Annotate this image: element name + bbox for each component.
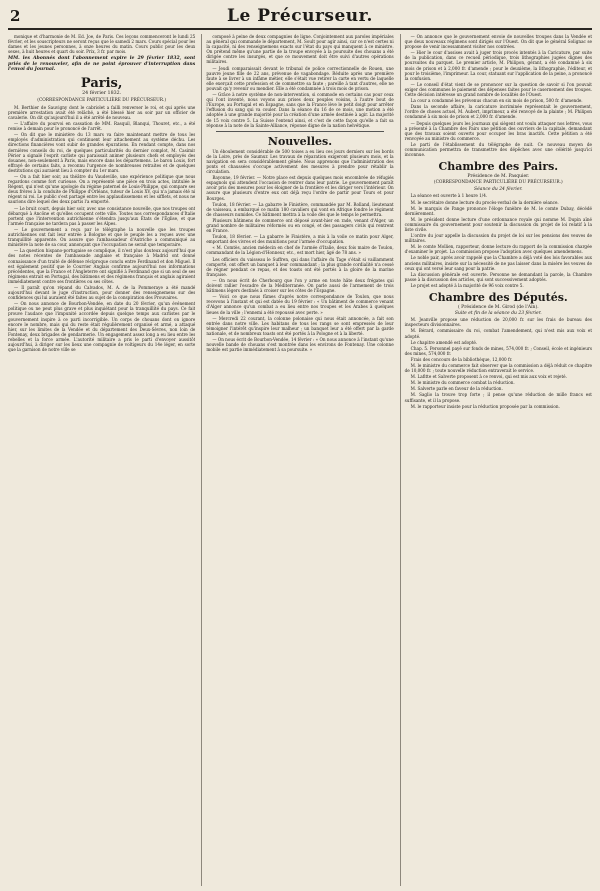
page-number: 2 <box>10 7 21 25</box>
article-paragraph: La discussion générale est ouverte. Personne ne demandant la parole, la Chambre passe à la discussion des articles, qui sont successivement adoptés. <box>404 271 592 282</box>
article-paragraph: M. Bérard, commissaire du roi, combat l'amendement, qui n'est mis aux voix et adopté. <box>404 328 592 339</box>
article-paragraph: « M. Comtès, ancien médecin en chef de l'armée d'Italie, deux fois maire de Toulon, commandant de la Légion-d'Honneur, etc., est mort hier, âgé de 78 ans. » <box>206 245 394 256</box>
article-paragraph: — On nous annonce de Bourbon-Vendée, en date du 20 février, qu'un événement politique ou ne peut plus grave et plus inquiétant pour la tranquillité du pays. Ce fait prouve l'audace que l'impunité accordée depuis quelque temps aux carlistes par le gouvernement inspire à ce parti incorrigible. Un corps de chouans dont on ignore encore le nombre, mais qui du reste était régulièrement organisé et armé, a attaqué hier, sur les limites de la Vendée et du département des Deux-Sèvres, non loin de Fontenay, deux brigades de gendarmerie. Un engagement assez long a eu lieu entre les rebelles et la force armée. L'autorité militaire a pris le parti d'envoyer aussitôt aujourd'hui, à diriger sur les lieux une compagnie de voltigeurs du 14e léger, en sorte que la garnison de notre ville se <box>8 301 196 353</box>
subscription-notice: MM. les Abonnés dont l'abonnement expire le 29 février 1832, sont priés de le renouveler, afin de ne point éprouver d'interruption dans l'envoi du Journal. <box>8 56 196 73</box>
correspondence-label: (CORRESPONDANCE PARTICULIÈRE DU PRÉCURSEUR.) <box>37 97 167 103</box>
article-paragraph: M. le rapporteur insiste pour la réduction proposée par la commission. <box>410 403 560 409</box>
article-paragraph: Chap. 5. Personnel payé sur fonds de mines, 574,000 fr. ; Conseil, école et ingénieurs des mines, 574,000 fr. <box>404 345 592 356</box>
dateline-city: Paris, <box>80 75 123 91</box>
article-paragraph: La cour a condamné les prévenus chacun en six mois de prison, 500 fr. d'amende. <box>410 98 583 104</box>
deputes-proceedings <box>405 317 592 409</box>
column-3 <box>400 34 592 886</box>
article-paragraph: — Le conseil d'état vient de se prononcer sur la question de savoir si l'on pouvait exiger des communes le paiement des dépenses faites pour le casernement des troupes. Cette décision intéresse un grand nombre de localités de l'Ouest. <box>404 81 592 98</box>
deputes-seance: Suite et fin de la séance du 23 février. <box>454 311 542 317</box>
article-paragraph: — L'affaire du pourvoi en cassation de MM. Rasquil, Blanqui, Thouret, etc., a été remise à demain pour le prononcé de l'arrêt. <box>8 121 196 132</box>
pairs-correspondence: (CORRESPONDANCE PARTICULIÈRE DU PRÉCURSEUR.) <box>433 180 563 186</box>
section-title-pairs: Chambre des Pairs. <box>438 160 559 174</box>
article-paragraph: M. Lafitte et Salverte proposent à ce renvoi, qui est mis aux voix et rejeté. <box>410 374 567 380</box>
article-paragraph: — On a fait hier soir, au théâtre du Vaudeville, une expérience politique que nous regardons comme fort curieuse. On a représenté une pièce en trois actes, intitulée le Régent, qui n'est qu'une apologie du régime paternel de Louis-Philippe, qui compare ses deux frères à la conduite de Philippe d'Orléans, tuteur de Louis XV, qui n'a jamais été ni régent ni roi. Le public s'est partagé entre les applaudissemens et les sifflets, et nous ne saurions dire lequel des deux partis l'a emporté. <box>8 174 196 205</box>
article-paragraph: M. le ministre du commerce combat la réduction. <box>410 380 515 386</box>
article-paragraph: Un éboulement considérable de 500 toises a eu lieu ces jours derniers sur les bords de la Loire, près de Saumur. Les travaux de réparation exigeront plusieurs mois, et la navigation en sera considérablement gênée. Nous apprenons que l'administration des ponts et chaussées s'occupe activement des mesures à prendre pour rétablir la circulation. <box>206 148 394 175</box>
article-paragraph: — Le bruit court, depuis hier soir, avec une consistance nouvelle, que nos troupes ont débarqué à Ancône et qu'elles occupent cette ville. Toutes nos correspondances d'Italie portent que l'intervention autrichienne s'étendra jusqu'aux États de l'Église, et que l'armée française ne tardera pas à passer les Alpes. <box>8 205 196 226</box>
article-paragraph: composé à peine de deux compagnies de ligne. Conjointement aux paroles impériales au général qui commande le département, M. Soult pour agir ainsi, car ce n'est certes ni la capacité, ni des renseignemens exacts sur l'état du pays qui manquent à ce ministre. On prétend même qu'une partie de la troupe envoyée à la poursuite des chouans a été dirigée contre les insurgés, et que ce mouvement doit être suivi d'autres opérations militaires. <box>206 34 394 65</box>
article-paragraph: La séance est ouverte à 1 heure 1/4. <box>410 193 488 199</box>
article-paragraph: Les officiers du vaisseau le Suffren, qui dans l'affaire du Tage s'était si vaillamment comporté, ont offert un banquet à leur commandant ; la plus grande cordialité n'a cessé de régner pendant ce repas, et des toasts ont été portés à la gloire de la marine française. <box>206 256 394 277</box>
masthead <box>8 6 592 30</box>
article-paragraph: — Voici ce que nous fûmes d'après notre correspondance de Toulon, que nous recevons à l'instant et qui est datée du 19 février : « Un bâtiment de commerce venant d'Alger annonce qu'un combat a eu lieu entre nos troupes et les Arabes à quelques lieues de la ville ; l'ennemi a été repoussé avec perte. » <box>206 294 394 315</box>
article-paragraph: — Jeudi comparaissait devant le tribunal de police correctionnelle de Rouen, une pauvre jeune fille de 22 ans, prévenue de vagabondage. Réduite après une première faute à se livrer à un infâme métier, elle s'était vue retirer la carte en vertu de laquelle elle exerçait cette profession et de commettre sa faute ; pareille à tant d'autres, elle ne pouvait qu'y revenir ou mendier. Elle a été condamnée à trois mois de prison. <box>206 65 394 91</box>
article-paragraph: M. Salverte parle en faveur de la réduction. <box>410 386 503 392</box>
article-paragraph: — On nous écrit de Bourbon-Vendée, 14 février : « On nous annonce à l'instant qu'une nouvelle bande de chouans s'est montrée dans les environs de Fontenay. Une colonne mobile est partie immédiatement à sa poursuite. » <box>206 336 394 353</box>
article-paragraph: Le projet est adopté à la majorité de 96 voix contre 5. <box>410 282 524 288</box>
section-title-nouvelles: Nouvelles. <box>267 134 333 148</box>
article-paragraph: — Hier le cour d'assises avait à juger trois procès intentés à la Caricature, par suite de la publication, dans ce recueil périodique, trois lithographies jugées dignes des poursuites du parquet. Le premier article, M. Philipon, gérant, a été condamné à six mois de prison et à 2,000 fr. d'amende ; pour le deuxième, la lithographie, l'éditeur, et pour le troisième, l'imprimeur. La cour, statuant sur l'application de la peine, a prononcé la confusion. <box>404 50 592 81</box>
article-paragraph: M. le ministre du commerce fait observer que la commission a déjà réduit ce chapitre de 10,000 fr. ; toute nouvelle réduction entraverait le service. <box>404 362 592 374</box>
article-columns <box>8 34 592 886</box>
pairs-seance: Séance du 24 février. <box>474 187 523 193</box>
column-2-body <box>206 34 393 128</box>
article-paragraph: — On dit que le ministère du 13 mars va faire maintenant mettre de tous les employés d'administration qui continuent leur attachement au système déchu. Les directions financières vont subir de grandes épurations. En rendant compte, dans nos dernières conseils du roi, de quelques particularités du dernier complot, M. Casimir Périer a signalé l'esprit carliste qui paraissait animer plusieurs chefs et employés des douanes, non-seulement à Paris, mais encore dans les départemens. Le baron Louis, fort effrayé de certains faits, a reconnu l'urgence de nombreuses retraites et de quelques destitutions qui auraient lieu à compter du 1er mars. <box>8 132 196 173</box>
article-paragraph: M. le marquis de Pange prononce l'éloge funèbre de M. le comte Dubay, décédé dernièrement. <box>404 205 592 216</box>
column-2 <box>201 34 393 886</box>
article-paragraph: — Depuis quelques jours les journaux qui siègent ont voulu attaquer nos lettres, vous a présenté à la Chambre des Pairs une pétition des ouvriers de la capitale, demandant que des travaux soient ouverts pour occuper les bras inactifs. Cette pétition a été renvoyée au ministre du commerce. <box>404 120 592 141</box>
section-divider <box>216 131 383 132</box>
pairs-presidence: Présidence de M. Pasquier. <box>467 174 530 180</box>
section-title-deputes: Chambre des Députés. <box>428 291 568 305</box>
article-paragraph: Plusieurs bâtimens de commerce ont déposé avant-hier en rade, venant d'Alger, un grand nombre de militaires réformés ou en congé, et des passagers civils qui rentrent en France. <box>206 217 394 234</box>
article-paragraph: — La question hispano-portugaise se complique, il n'est plus douteux aujourd'hui que des notes récentes de l'ambassade anglaise et française à Madrid ont donné connaissance d'un traité de défense réciproque conclu entre Ferdinand et don Miguel. Il est également positif que le Courrier Anglais confirme aujourd'hui nos informations précédentes, que la France et l'Angleterre ont signifié à Ferdinand que si un seul de ses régimens entrait en Portugal, des bâtimens et des régimens français et anglais agiraient immédiatement contre ses frontières ou ses côtes. <box>8 248 196 284</box>
article-paragraph: — Grâce à notre système de non-intervention, si commode en certains cas pour ceux qui l'ont inventé, nous voyons aux prises deux peuples voisins, à l'autre bout de l'Europe, au Portugal et en Espagne, sans que la France lève le petit doigt pour arrêter l'effusion du sang qui va couler. Dans la séance du 16 de ce mois, une motion a été adoptée à une grande majorité pour la création d'une armée destinée à agir. La majorité de 15 voix contre 5. La Suisse l'entend ainsi, et c'est de cette façon qu'elle a fait sa réponse à la note de la Sainte-Alliance, réponse digne de la nation helvétique. <box>206 92 394 128</box>
article-paragraph: M. Saglio la trouve trop forte ; il pense qu'une réduction de mille francs est suffisante, et il la propose. <box>404 392 592 403</box>
article-paragraph: — Mercredi 22 courant, la colonne polonaise qui nous était annoncée, a fait son entrée dans notre ville. Les habitans de tous les rangs se sont empressés de leur témoigner l'intérêt qu'inspire leur malheur ; un banquet leur a été offert par la garde nationale, et de nombreux toasts ont été portés à la Pologne et à la liberté. <box>206 315 394 336</box>
article-paragraph: M. le secrétaire donne lecture du procès-verbal de la dernière séance. <box>410 199 559 205</box>
article-paragraph: M. le comte Mollien, rapporteur, donne lecture du rapport de la commission chargée d'examiner le projet. La commission propose l'adoption avec quelques amendemens. <box>404 244 592 255</box>
column-1 <box>8 34 195 886</box>
article-paragraph: Le parti de l'établissement du télégraphe de nuit. Ce nouveau moyen de communication permettra de transmettre des dépêches avec une célérité jusqu'ici inconnue. <box>404 141 592 158</box>
article-paragraph: M. le président donne lecture d'une ordonnance royale qui nomme M. Dupin aîné commissaire du gouvernement pour soutenir la discussion du projet de loi relatif à la liste civile. <box>404 216 592 232</box>
article-paragraph: M. Berthier de Sauvigny dont le cabriolet a failli renverser le roi, et qui après une première arrestation avait été relâché, a été blessé hier au soir par un officier de cavalerie. On dit qu'aujourd'hui il a été arrêté de nouveau. <box>8 104 196 120</box>
article-paragraph: Frais des concours de la bibliothèque, 12,000 fr. <box>410 356 513 362</box>
article-paragraph: M. Jeanville propose une réduction de 20,000 fr. sur les frais de bureau des inspecteurs divisionnaires. <box>404 317 592 328</box>
article-paragraph: L'ordre du jour appelle la discussion du projet de loi sur les pensions des veuves de militaires. <box>404 233 592 244</box>
article-paragraph: Dans la seconde affaire, la caricature incriminée représentait le gouvernement, l'ordre de choses actuel, M. Aubert, imprimeur, a été renvoyé de la plainte ; M. Philipon condamné à six mois de prison et 2,000 fr. d'amende. <box>404 104 592 120</box>
news-items <box>206 149 393 353</box>
article-paragraph: Toulon, 18 février. — La gabarre le Finistère, commandée par M. Rolland, lieutenant de vaisseau, a embarqué ce matin 180 cavaliers qui vont en Afrique fondre le régiment de chasseurs numides. Ce bâtiment mettra à la voile dès que le temps le permettra. <box>206 201 394 217</box>
article-paragraph: Le noble pair, après avoir rappelé que la Chambre a déjà voté des lois favorables aux anciens militaires, insiste sur la nécessité de ne pas laisser dans la misère les veuves de ceux qui ont versé leur sang pour la patrie. <box>404 255 592 271</box>
article-paragraph: Le chapitre amendé est adopté. <box>410 339 478 345</box>
pairs-proceedings <box>405 193 592 288</box>
article-paragraph: Toulon, 18 février. — La gabarre le Finistère, a mis à la voile ce matin pour Alger, emportant des vivres et des munitions pour l'armée d'occupation. <box>206 234 394 245</box>
column-3-body <box>405 34 592 157</box>
column-1-body <box>8 105 195 352</box>
article-paragraph: — On nous écrit de Cherbourg que l'on y arme en toute hâte deux frégates qui doivent rallier l'escadre de la Méditerranée. On parle aussi de l'armement de trois bâtimens légers destinés à croiser sur les côtes de l'Espagne. <box>206 277 394 294</box>
dateline-date: 24 février 1832. <box>82 90 122 96</box>
article-paragraph: Bayonne, 19 février. — Notre place est depuis quelques mois encombrée de réfugiés espagnols qui attendent l'occasion de rentrer dans leur patrie. Le gouvernement paraît avoir pris des mesures pour les éloigner de la frontière et les diriger vers l'intérieur. On assure que plusieurs d'entre eux ont déjà reçu l'ordre de partir pour Tours et pour Bourges. <box>206 175 394 201</box>
newspaper-title: Le Précurseur. <box>227 6 373 26</box>
intro-paragraph: monique et d'harmonie de M. Ed. Joe, de Paris. Ces leçons commenceront le lundi 25 février, et les souscripteurs ne seront reçus que le samedi 2 mars. Cours spécial pour les dames et les jeunes personnes, à onze heures du matin. Cours public pour les deux sexes, à huit heures et quart du soir. Prix, 3 fr. par mois. <box>8 34 196 55</box>
deputes-presidence: ( Présidence de M. Girod (de l'Ain). <box>457 305 539 311</box>
article-paragraph: — Le gouvernement a reçu par le télégraphe la nouvelle que les troupes autrichiennes ont fait leur entrée à Bologne et que le peuple les a reçues avec une tranquillité apparente. On assure que l'ambassadeur d'Autriche a communiqué au ministère la note de sa cour, annonçant que l'occupation ne serait que temporaire. <box>8 226 196 248</box>
article-paragraph: — On annonce que le gouvernement envoie de nouvelles troupes dans la Vendée et que deux nouveaux régimens sont dirigés sur l'Ouest. On dit que le général Solignac se propose de venir incessamment visiter nos contrées. <box>404 34 592 50</box>
article-paragraph: — Il paraît qu'on répand du Calvados, M. A. de la Pommeraye a été mandé aujourd'hui devant le juge d'instruction, pour donner des renseignemens sur des confidences qui lui auraient été faites au sujet de la conspiration des Prouvaires. <box>8 284 196 301</box>
